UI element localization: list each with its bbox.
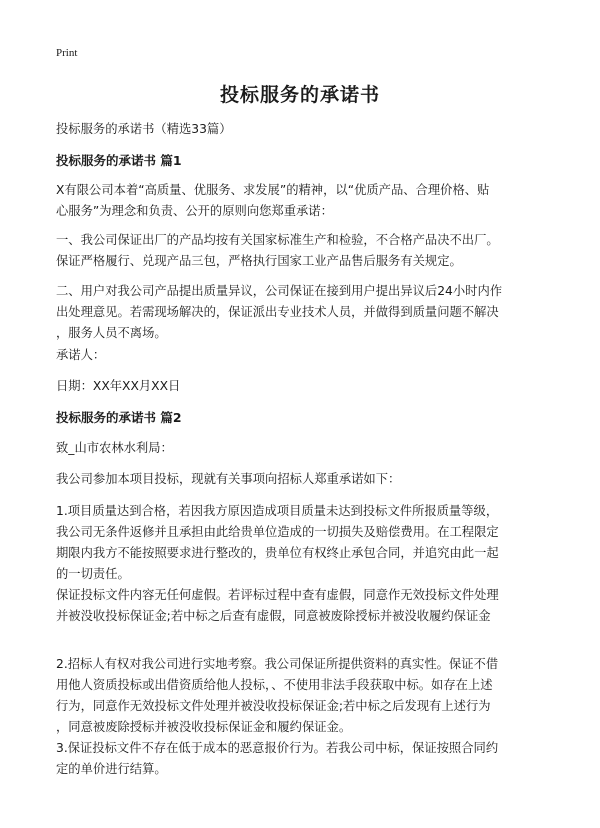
section2-item2 xyxy=(56,654,556,738)
text-line: 二、用户对我公司产品提出质量异议，公司保证在接到用户提出异议后24小时内作 xyxy=(56,284,503,298)
section2-guarantee xyxy=(56,585,556,627)
text-line: 心服务”为理念和负责、公开的原则向您郑重承诺： xyxy=(56,204,333,218)
text-line: 保证严格履行、兑现产品三包，严格执行国家工业产品售后服务有关规定。 xyxy=(56,254,462,268)
section1-heading: 投标服务的承诺书 篇1 xyxy=(56,153,182,168)
text-line: ，同意被废除授标并被没收投标保证金和履约保证金。 xyxy=(56,720,352,734)
text-line: 定的单价进行结算。 xyxy=(56,762,167,776)
section1-item1 xyxy=(56,230,556,272)
text-line: 1.项目质量达到合格，若因我方原因造成项目质量未达到投标文件所报质量等级， xyxy=(56,504,499,518)
text-line: 期限内我方不能按照要求进行整改的，贵单位有权终止承包合同，并追究由此一起 xyxy=(56,546,499,560)
text-line: 的一切责任。 xyxy=(56,567,130,581)
section2-addressee: 致_山市农林水利局： xyxy=(56,441,173,455)
text-line: 出处理意见。若需现场解决的，保证派出专业技术人员，并做得到质量问题不解决 xyxy=(56,305,499,319)
print-label: Print xyxy=(56,47,78,59)
text-line: 保证投标文件内容无任何虚假。若评标过程中查有虚假，同意作无效投标文件处理 xyxy=(56,588,499,602)
text-line: 2.招标人有权对我公司进行实地考察。我公司保证所提供资料的真实性。保证不借 xyxy=(56,657,499,671)
text-line: ，服务人员不离场。 xyxy=(56,326,167,340)
text-line: 用他人资质投标或出借资质给他人投标，、不使用非法手段获取中标。如存在上述 xyxy=(56,678,493,692)
section2-heading: 投标服务的承诺书 篇2 xyxy=(56,410,182,425)
section2-intro: 我公司参加本项目投标，现就有关事项向招标人郑重承诺如下： xyxy=(56,472,401,486)
document-subtitle: 投标服务的承诺书（精选33篇） xyxy=(56,122,232,136)
section1-intro xyxy=(56,180,556,222)
text-line: 行为，同意作无效投标文件处理并被没收投标保证金;若中标之后发现有上述行为 xyxy=(56,699,491,713)
section1-item2 xyxy=(56,281,556,344)
text-line: 一、我公司保证出厂的产品均按有关国家标准生产和检验，不合格产品决不出厂。 xyxy=(56,233,499,247)
text-line: 3.保证投标文件不存在低于成本的恶意报价行为。若我公司中标，保证按照合同约 xyxy=(56,741,499,755)
section1-promisor: 承诺人： xyxy=(56,348,106,362)
text-line: 我公司无条件返修并且承担由此给贵单位造成的一切损失及赔偿费用。在工程限定 xyxy=(56,525,499,539)
text-line: X有限公司本着“高质量、优服务、求发展”的精神，以“优质产品、合理价格、贴 xyxy=(56,183,490,197)
section1-date: 日期：XX年XX月XX日 xyxy=(56,379,181,393)
section2-item1 xyxy=(56,501,556,585)
section2-item3 xyxy=(56,738,556,780)
document-title: 投标服务的承诺书 xyxy=(219,84,380,106)
text-line: 并被没收投标保证金;若中标之后查有虚假，同意被废除授标并被没收履约保证金 xyxy=(56,609,491,623)
